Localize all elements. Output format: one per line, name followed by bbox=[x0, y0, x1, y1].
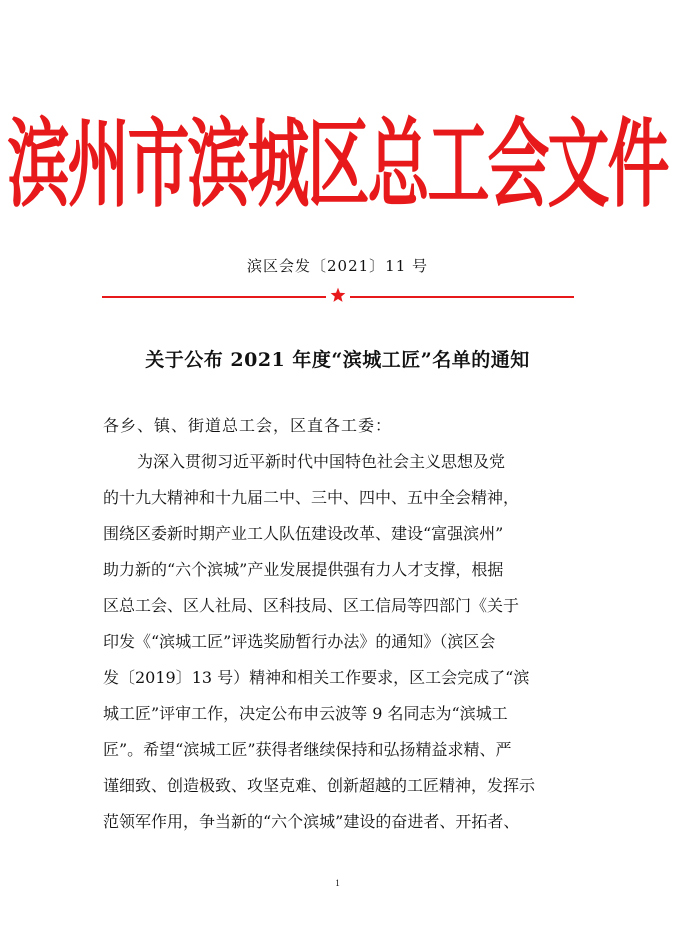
red-rule-right bbox=[350, 296, 574, 298]
body-line: 城工匠”评审工作，决定公布申云波等 9 名同志为“滨城工 bbox=[103, 704, 508, 723]
body-line: 区总工会、区人社局、区科技局、区工信局等四部门《关于 bbox=[103, 596, 520, 615]
body-line: 的十九大精神和十九届二中、三中、四中、五中全会精神， bbox=[103, 488, 520, 507]
document-number: 滨区会发〔2021〕11 号 bbox=[246, 257, 429, 275]
masthead-text: 滨州市滨城区总工会文件 bbox=[7, 107, 668, 221]
body-line: 围绕区委新时期产业工人队伍建设改革、建设“富强滨州” bbox=[103, 524, 504, 543]
body-line: 匠”。希望“滨城工匠”获得者继续保持和弘扬精益求精、严 bbox=[103, 740, 512, 759]
page-number: 1 bbox=[335, 878, 340, 888]
document-masthead bbox=[0, 107, 675, 221]
red-rule-left bbox=[102, 296, 326, 298]
notice-title: 关于公布 2021 年度“滨城工匠”名单的通知 bbox=[145, 349, 530, 371]
star-icon bbox=[330, 287, 346, 303]
body-line: 范领军作用，争当新的“六个滨城”建设的奋进者、开拓者、 bbox=[103, 812, 520, 831]
body-line: 谨细致、创造极致、攻坚克难、创新超越的工匠精神，发挥示 bbox=[103, 776, 536, 795]
body-line: 发〔2019〕13 号）精神和相关工作要求，区工会完成了“滨 bbox=[103, 668, 530, 687]
notice-body bbox=[103, 452, 583, 848]
body-line: 助力新的“六个滨城”产业发展提供强有力人才支撑，根据 bbox=[103, 560, 504, 579]
body-line: 印发《“滨城工匠”评选奖励暂行办法》的通知》（滨区会 bbox=[103, 632, 496, 651]
body-line: 为深入贯彻习近平新时代中国特色社会主义思想及党 bbox=[137, 452, 506, 471]
salutation: 各乡、镇、街道总工会，区直各工委： bbox=[103, 416, 393, 435]
